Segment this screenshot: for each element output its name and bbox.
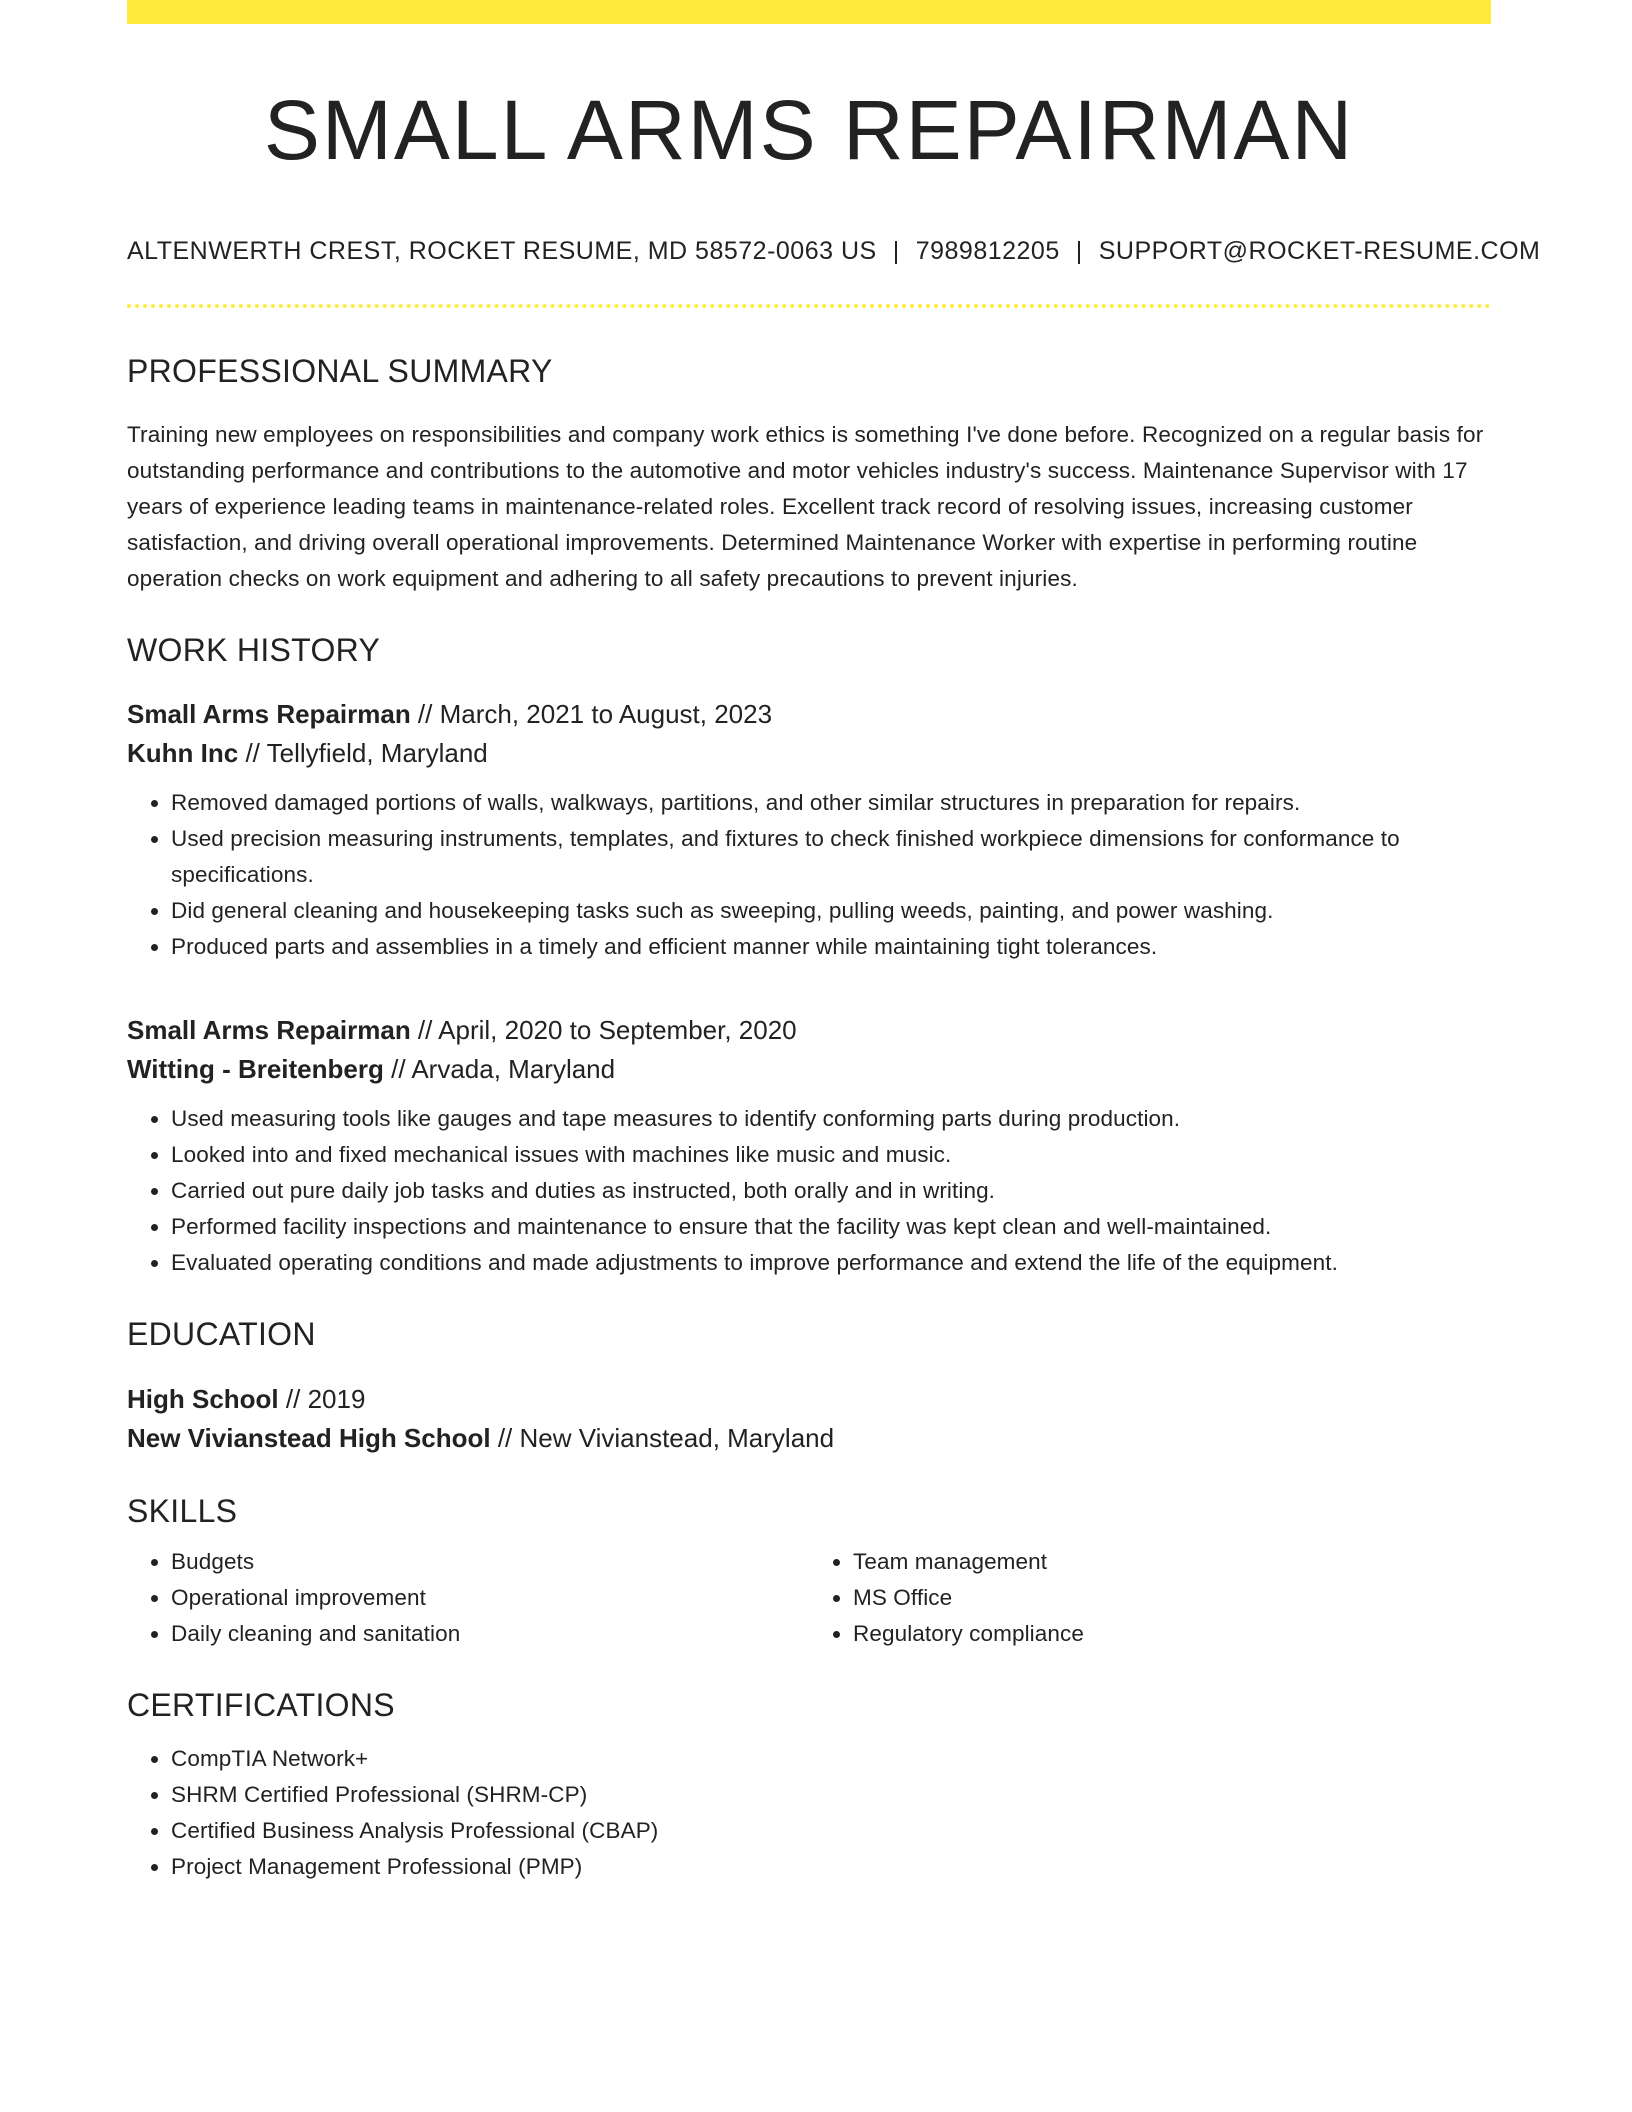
job-dates: // March, 2021 to August, 2023 [410, 699, 773, 730]
resume-title: SMALL ARMS REPAIRMAN [263, 83, 1355, 177]
education-school: New Vivianstead High School [127, 1422, 491, 1453]
accent-bar [127, 0, 1491, 24]
contact-separator: | [892, 236, 900, 265]
education-year: // 2019 [278, 1383, 366, 1414]
list-item: • Team management [853, 1544, 1491, 1580]
job-role-line [127, 1011, 1491, 1050]
list-item: • CompTIA Network+ [171, 1741, 1491, 1777]
skills-list-right [809, 1544, 1491, 1652]
education-entry [127, 1380, 1491, 1458]
list-item: • Looked into and fixed mechanical issues with machines like music and music. [171, 1137, 1491, 1173]
job-entry [127, 1011, 1491, 1281]
contact-separator: | [1075, 236, 1083, 265]
list-item: • Performed facility inspections and maintenance to ensure that the facility was kept clean and well-maintained. [171, 1209, 1491, 1245]
certifications-heading: CERTIFICATIONS [127, 1687, 395, 1724]
list-item: • Certified Business Analysis Professional (CBAP) [171, 1813, 1491, 1849]
list-item: • Used precision measuring instruments, templates, and fixtures to check finished workpiece dimensions for conformance to specifications. [171, 821, 1491, 893]
education-degree: High School [127, 1383, 279, 1414]
education-heading: EDUCATION [127, 1316, 316, 1353]
job-role: Small Arms Repairman [127, 699, 411, 730]
list-item: • Regulatory compliance [853, 1616, 1491, 1652]
job-entry [127, 695, 1491, 965]
list-item: • Operational improvement [171, 1580, 809, 1616]
contact-email[interactable]: SUPPORT@ROCKET-RESUME.COM [1098, 236, 1541, 265]
work-history-heading: WORK HISTORY [127, 631, 381, 668]
list-item: • Project Management Professional (PMP) [171, 1849, 1491, 1885]
skills-grid [127, 1544, 1491, 1652]
job-company-line [127, 1050, 1491, 1089]
job-bullets [127, 785, 1491, 965]
list-item: • Used measuring tools like gauges and tape measures to identify conforming parts during production. [171, 1101, 1491, 1137]
job-company: Kuhn Inc [127, 738, 239, 769]
list-item: • Removed damaged portions of walls, walkways, partitions, and other similar structures in preparation for repairs. [171, 785, 1491, 821]
summary-text: Training new employees on responsibilities and company work ethics is something I've done before. Recognized on a regular basis for outstanding performance and contributions to the automotive and motor vehicles industry's success. Maintenance Supervisor with 17 years of experience leading teams in maintenance-related roles. Excellent track record of resolving issues, increasing customer satisfaction, and driving overall operational improvements. Determined Maintenance Worker with expertise in performing routine operation checks on work equipment and adhering to all safety precautions to prevent injuries. [127, 421, 1484, 591]
job-role: Small Arms Repairman [127, 1015, 411, 1046]
education-location: // New Vivianstead, Maryland [490, 1422, 835, 1453]
list-item: • Daily cleaning and sanitation [171, 1616, 809, 1652]
education-degree-line [127, 1380, 1491, 1419]
job-company: Witting - Breitenberg [127, 1054, 384, 1085]
list-item: • Produced parts and assemblies in a timely and efficient manner while maintaining tight tolerances. [171, 929, 1491, 965]
contact-phone: 7989812205 [915, 236, 1060, 265]
job-location: // Tellyfield, Maryland [238, 738, 488, 769]
list-item: • Did general cleaning and housekeeping tasks such as sweeping, pulling weeds, painting, and power washing. [171, 893, 1491, 929]
summary-heading: PROFESSIONAL SUMMARY [127, 352, 553, 389]
list-item: • SHRM Certified Professional (SHRM-CP) [171, 1777, 1491, 1813]
list-item: • MS Office [853, 1580, 1491, 1616]
job-location: // Arvada, Maryland [383, 1054, 616, 1085]
certifications-list [127, 1741, 1491, 1885]
contact-address: ALTENWERTH CREST, ROCKET RESUME, MD 58572-0063 US [127, 236, 877, 265]
list-item: • Budgets [171, 1544, 809, 1580]
skills-heading: SKILLS [127, 1492, 238, 1529]
job-company-line [127, 734, 1491, 773]
education-school-line [127, 1419, 1491, 1458]
dotted-divider [127, 304, 1491, 308]
job-bullets [127, 1101, 1491, 1281]
list-item: • Carried out pure daily job tasks and duties as instructed, both orally and in writing. [171, 1173, 1491, 1209]
list-item: • Evaluated operating conditions and made adjustments to improve performance and extend the life of the equipment. [171, 1245, 1491, 1281]
contact-line [127, 236, 1541, 266]
resume-page [127, 0, 1541, 1885]
skills-list-left [127, 1544, 809, 1652]
job-role-line [127, 695, 1491, 734]
job-dates: // April, 2020 to September, 2020 [410, 1015, 797, 1046]
